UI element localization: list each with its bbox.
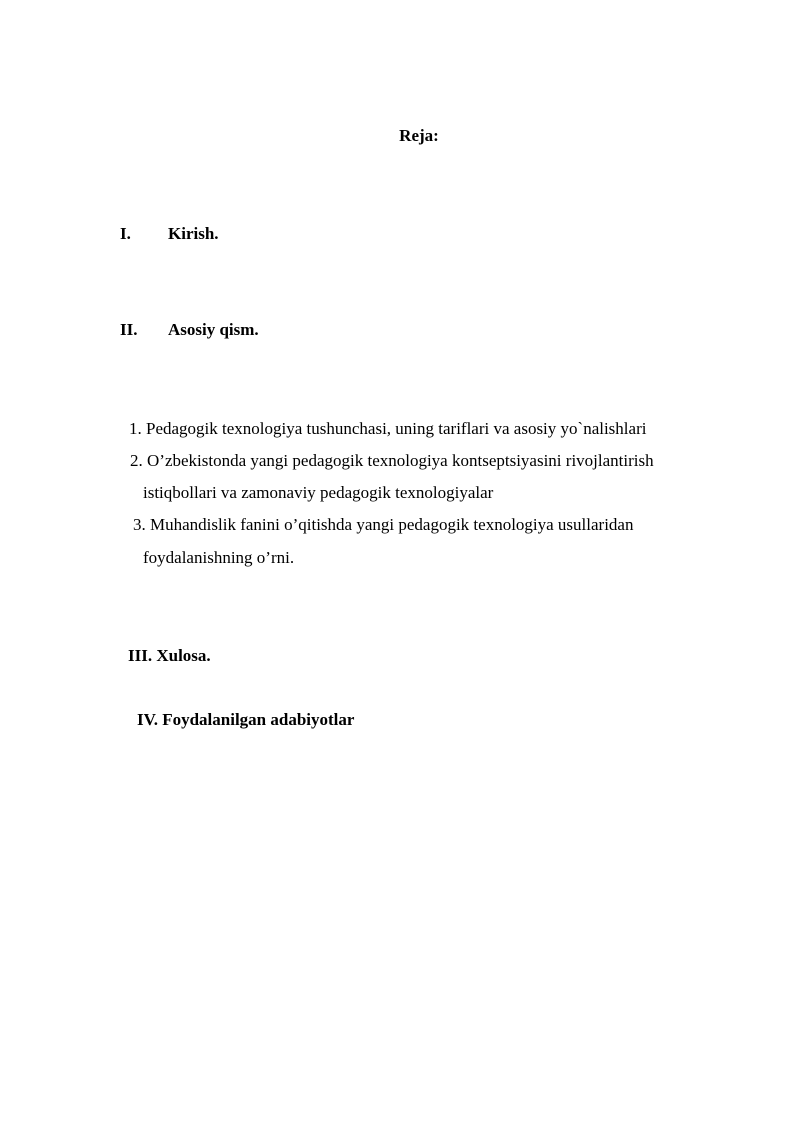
section-heading-introduction: Kirish. — [168, 224, 219, 243]
section-heading-conclusion: III. Xulosa. — [128, 646, 211, 665]
list-item-2-line-1: 2. O’zbekistonda yangi pedagogik texnologiya kontseptsiyasini rivojlantirish — [130, 451, 654, 470]
page-title: Reja: — [399, 126, 439, 145]
section-number-2: II. — [120, 320, 138, 339]
list-item-3-line-1: 3. Muhandislik fanini o’qitishda yangi pedagogik texnologiya usullaridan — [133, 515, 634, 534]
list-item-1: 1. Pedagogik texnologiya tushunchasi, uning tariflari va asosiy yo`nalishlari — [129, 419, 647, 438]
section-number-1: I. — [120, 224, 131, 243]
list-item-2-line-2: istiqbollari va zamonaviy pedagogik texnologiyalar — [143, 483, 494, 502]
section-heading-main-part: Asosiy qism. — [168, 320, 259, 339]
list-item-3-line-2: foydalanishning o’rni. — [143, 548, 295, 567]
section-heading-references: IV. Foydalanilgan adabiyotlar — [137, 710, 355, 729]
